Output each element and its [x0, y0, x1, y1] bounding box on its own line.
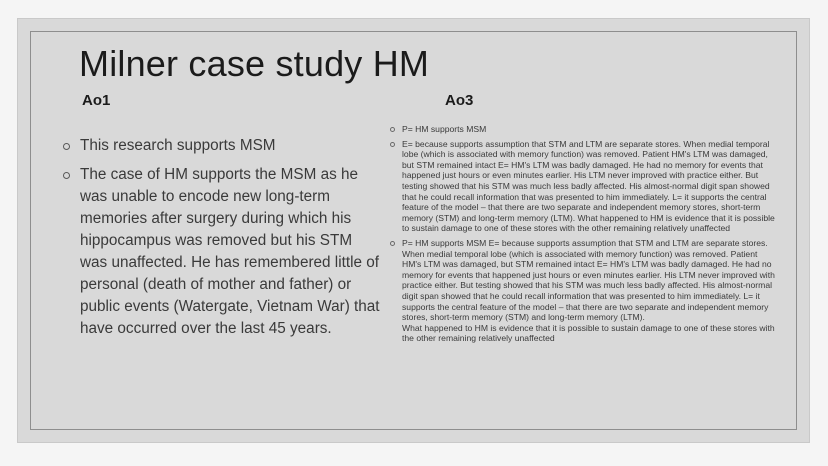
ao1-bullet-list [61, 135, 381, 347]
ao3-bullet [389, 238, 779, 344]
ao3-bullet: P= HM supports MSM [389, 124, 779, 135]
slide [17, 18, 810, 443]
ao3-bullet: E= because supports assumption that STM and LTM are separate stores. When medial temporal lobe (which is associated with memory function) was removed. Patient HM's LTM was damaged, but STM remained intact E= HM's LTM was badly damaged. He had no memory for events that happened just hours or even minutes earlier. His LTM never improved with practice either. But testing showed that his STM was much less badly affected. His almost-normal digit span showed that he could recall information that was presented to him immediately. L= it supports the central feature of the model – that there are two separate and independent memory stores, short-term memory (STM) and long-term memory (LTM). What happened to HM is evidence that it is possible to sustain damage to one of these stores with the other remaining relatively unaffected [389, 139, 779, 234]
ao3-heading: Ao3 [445, 92, 474, 109]
ao1-heading: Ao1 [82, 92, 111, 109]
slide-title: Milner case study HM [79, 43, 430, 84]
ao1-bullet: This research supports MSM [61, 135, 381, 157]
ao3-bullet-text: P= HM supports MSM E= because supports assumption that STM and LTM are separate stores. When medial temporal lobe (which is associated with memory function) was removed. Patient HM's LTM was damaged, but STM remained intact E= HM's LTM was badly damaged. He had no memory for events that happened just hours or even minutes earlier. His LTM never improved with practice either. But testing showed that his STM was much less badly affected. His almost-normal digit span showed that he could recall information that was presented to him immediately. L= it supports the central feature of the model – that there are two separate and independent memory stores, short-term memory (STM) and long-term memory (LTM). [402, 237, 775, 323]
ao1-bullet: The case of HM supports the MSM as he was unable to encode new long-term memories after surgery during which his hippocampus was removed but his STM was unaffected. He has remembered little of personal (death of mother and father) or public events (Watergate, Vietnam War) that have occurred over the last 45 years. [61, 164, 381, 340]
ao3-bullet-continuation: What happened to HM is evidence that it is possible to sustain damage to one of these stores with the other remaining relatively unaffected [402, 322, 775, 344]
ao3-bullet-list [389, 124, 779, 348]
